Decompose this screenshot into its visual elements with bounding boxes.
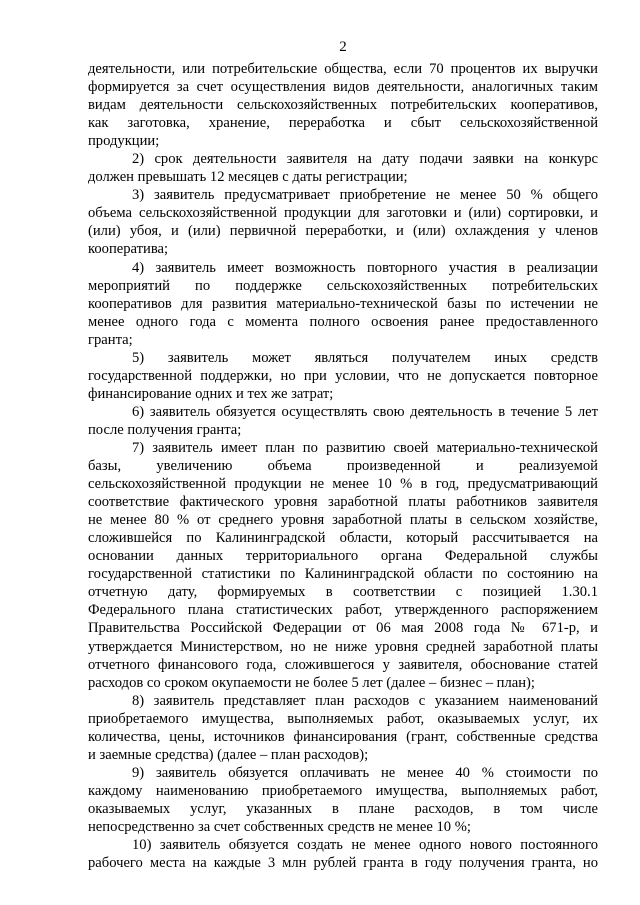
text-line: должен превышать 12 месяцев с даты регистрации; [88,169,408,186]
text-line: основании данных территориального органа Федеральной службы [88,548,598,565]
text-line: Федерального плана статистических работ, утвержденного распоряжением [88,602,598,619]
text-line: видам деятельности сельскохозяйственных потребительских кооперативов, [88,97,598,114]
text-line: 9) заявитель обязуется оплачивать не менее 40 % стоимости по [132,764,598,781]
text-line: государственной поддержки, но при условии, что не допускается повторное [88,367,598,384]
text-line: Правительства Российской Федерации от 06 мая 2008 года № 671-р, и [88,620,598,637]
text-line: 6) заявитель обязуется осуществлять свою деятельность в течение 5 лет [132,403,598,420]
text-line: и заемные средства) (далее – план расходов); [88,746,369,763]
text-line: рабочего места на каждые 3 млн рублей гранта в году получения гранта, но [88,855,598,872]
text-line: утверждается Министерством, но не ниже уровня средней заработной платы [88,638,598,655]
text-line: отчетную дату, формируемых в соответствии с позицией 1.30.1 [88,584,598,601]
text-line: сложившейся по Калининградской области, который рассчитывается на [88,530,598,547]
text-line: гранта; [88,331,133,348]
text-line: объема сельскохозяйственной продукции для заготовки и (или) сортировки, и [88,205,598,222]
text-line: мероприятий по поддержке сельскохозяйственных потребительских [88,277,598,294]
text-line: 3) заявитель предусматривает приобретение не менее 50 % общего [132,187,598,204]
text-line: государственной статистики по Калининградской области по состоянию на [88,566,598,583]
text-line: 10) заявитель обязуется создать не менее одного нового постоянного [132,837,598,854]
text-line: приобретаемого имущества, выполняемых работ, оказываемых услуг, их [88,710,598,727]
text-line: отчетного финансового года, сложившегося у заявителя, обоснование статей [88,656,598,673]
text-line: оказываемых услуг, указанных в плане расходов, в том числе [88,800,598,817]
text-line: деятельности, или потребительские общества, если 70 процентов их выручки [88,61,598,77]
text-line: количества, цены, источников финансирования (грант, собственные средства [88,728,598,745]
text-line: непосредственно за счет собственных средств не менее 10 %; [88,818,471,835]
text-line: 5) заявитель может являться получателем иных средств [132,349,598,366]
text-line: 2) срок деятельности заявителя на дату подачи заявки на конкурс [132,151,598,168]
text-line: базы, увеличению объема произведенной и реализуемой [88,458,598,475]
text-line: не менее 80 % от среднего уровня заработной платы в сельском хозяйстве, [88,512,598,529]
text-line: сельскохозяйственной продукции не менее 10 % в год, предусматривающий [88,476,598,493]
text-line: каждому наименованию приобретаемого имущества, выполняемых работ, [88,782,598,799]
text-line: кооператива; [88,241,169,258]
text-line: менее одного года с момента полного освоения ранее предоставленного [88,313,598,330]
text-line: расходов со сроком окупаемости не более 5 лет (далее – бизнес – план); [88,674,535,691]
document-body [88,60,598,872]
page-number: 2 [339,39,347,55]
text-line: кооперативов для развития материально-технической базы по истечении не [88,295,598,312]
text-line: 7) заявитель имеет план по развитию своей материально-технической [132,439,598,456]
text-line: продукции; [88,133,160,150]
text-line: финансирование одних и тех же затрат; [88,385,334,402]
text-line: соответствие фактического уровня заработной платы работников заявителя [88,494,598,511]
text-line: 4) заявитель имеет возможность повторного участия в реализации [132,259,598,276]
text-line: (или) убоя, и (или) первичной переработки, и (или) охлаждения у членов [88,223,598,240]
text-line: формируется за счет осуществления видов деятельности, аналогичных таким [88,79,598,96]
text-line: после получения гранта; [88,421,242,438]
text-line: как заготовка, хранение, переработка и сбыт сельскохозяйственной [88,115,598,132]
text-line: 8) заявитель представляет план расходов с указанием наименований [132,692,598,709]
